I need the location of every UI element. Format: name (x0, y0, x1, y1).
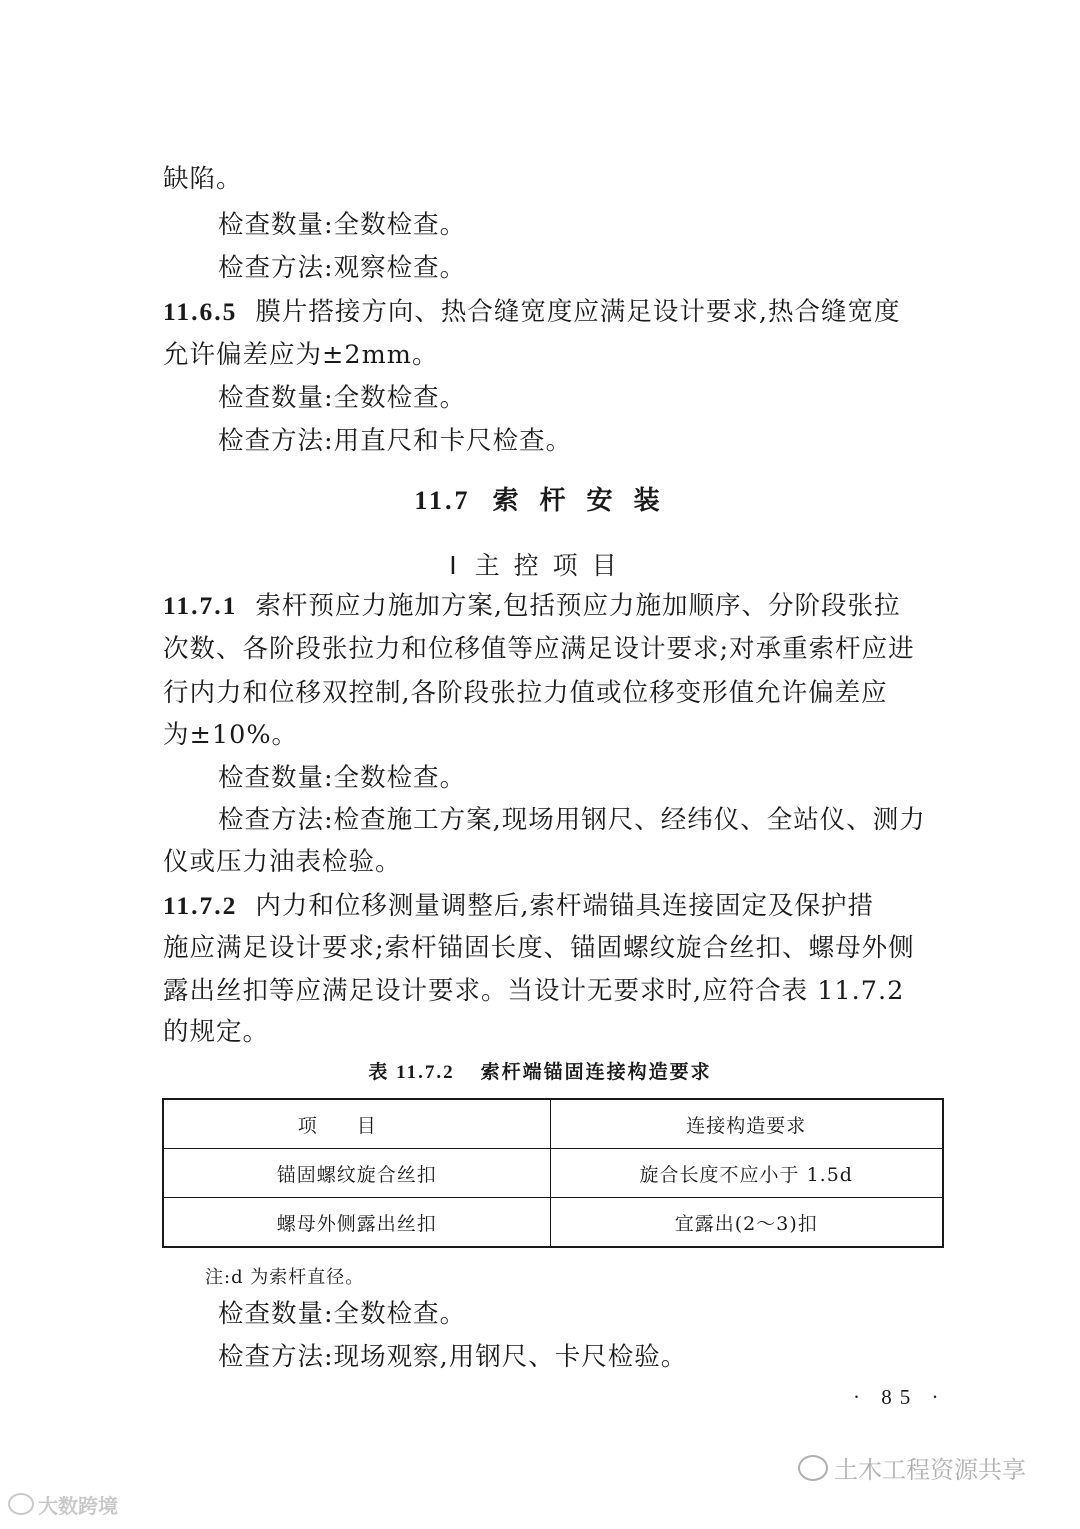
table-cell: 锚固螺纹旋合丝扣 (163, 1149, 550, 1198)
clause-11-6-5 (163, 296, 953, 328)
text-line: 允许偏差应为±2mm。 (163, 340, 439, 370)
table-note: 注:d 为索杆直径。 (205, 1267, 365, 1288)
text-line: 行内力和位移双控制,各阶段张拉力值或位移变形值允许偏差应 (163, 678, 888, 708)
table-title: 索杆端锚固连接构造要求 (480, 1061, 712, 1083)
check-quantity-line: 检查数量:全数检查。 (218, 383, 467, 413)
wechat-icon (798, 1455, 828, 1481)
table-caption (0, 1057, 1080, 1084)
table-cell: 宜露出(2～3)扣 (550, 1198, 943, 1248)
text-line: 的规定。 (163, 1017, 270, 1047)
table-cell: 螺母外侧露出丝扣 (163, 1198, 550, 1248)
page-number: · 85 · (853, 1385, 947, 1409)
text-line: 施应满足设计要求;索杆锚固长度、锚固螺纹旋合丝扣、螺母外侧 (163, 933, 915, 963)
clause-number: 11.7.1 (163, 591, 238, 620)
check-quantity-line: 检查数量:全数检查。 (218, 1299, 467, 1329)
clause-number: 11.6.5 (163, 297, 238, 326)
watermark-right (798, 1450, 1026, 1485)
clause-text: 索杆预应力施加方案,包括预应力施加顺序、分阶段张拉 (255, 591, 901, 621)
check-quantity-line: 检查数量:全数检查。 (218, 763, 467, 793)
text-line: 仪或压力油表检验。 (163, 847, 402, 877)
table-cell: 旋合长度不应小于 1.5d (550, 1149, 943, 1198)
watermark-left (8, 1490, 118, 1519)
text-line: 缺陷。 (163, 164, 243, 194)
subsection-title-text: 主控项目 (474, 551, 631, 580)
clause-text: 膜片搭接方向、热合缝宽度应满足设计要求,热合缝宽度 (255, 297, 901, 327)
table-header-row (163, 1099, 943, 1149)
check-method-line: 检查方法:现场观察,用钢尺、卡尺检验。 (218, 1342, 688, 1372)
clause-number: 11.7.2 (163, 891, 238, 920)
check-quantity-line: 检查数量:全数检查。 (218, 210, 467, 240)
clause-11-7-2 (163, 890, 953, 922)
section-title-text: 索 杆 安 装 (492, 486, 666, 516)
spec-table (162, 1098, 944, 1248)
table-row (163, 1149, 943, 1198)
clause-11-7-1 (163, 590, 953, 622)
subsection-heading (0, 546, 1080, 582)
text-line: 为±10%。 (163, 720, 299, 750)
check-method-line: 检查方法:观察检查。 (218, 253, 467, 283)
watermark-right-text: 土木工程资源共享 (834, 1456, 1026, 1484)
section-number: 11.7 (414, 486, 471, 515)
text-line: 露出丝扣等应满足设计要求。当设计无要求时,应符合表 11.7.2 (163, 976, 905, 1006)
check-method-line: 检查方法:检查施工方案,现场用钢尺、经纬仪、全站仪、测力 (218, 805, 926, 835)
watermark-logo-icon (8, 1493, 34, 1515)
section-heading (0, 480, 1080, 517)
text-line: 次数、各阶段张拉力和位移值等应满足设计要求;对承重索杆应进 (163, 634, 915, 664)
table-number: 表 11.7.2 (368, 1062, 455, 1083)
table-header-cell: 连接构造要求 (550, 1099, 943, 1149)
table-row (163, 1198, 943, 1248)
check-method-line: 检查方法:用直尺和卡尺检查。 (218, 426, 573, 456)
subsection-roman: Ⅰ (449, 553, 457, 580)
watermark-left-text: 大数跨境 (38, 1494, 118, 1518)
clause-text: 内力和位移测量调整后,索杆端锚具连接固定及保护措 (255, 891, 874, 921)
table-header-cell: 项目 (163, 1099, 550, 1149)
